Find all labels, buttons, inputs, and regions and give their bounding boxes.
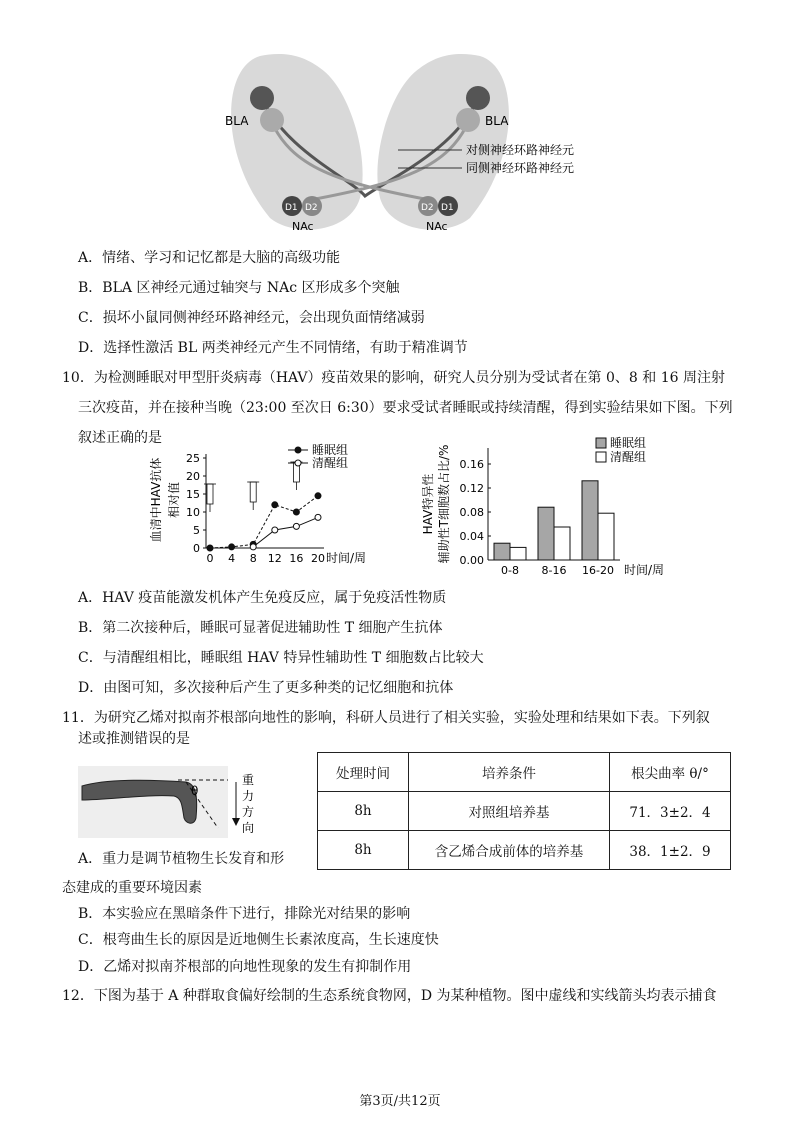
- q11-option-a-line2: 态建成的重要环境因素: [62, 880, 202, 896]
- table-row: [318, 831, 731, 870]
- bar: [554, 527, 570, 560]
- data-point: [250, 544, 256, 550]
- data-point: [315, 493, 321, 499]
- y-tick-label: 5: [193, 524, 200, 537]
- y-tick-label: 20: [186, 470, 200, 483]
- cell-condition: 含乙烯合成前体的培养基: [409, 831, 610, 870]
- data-point: [207, 545, 213, 551]
- table-row: [318, 792, 731, 831]
- x-axis-label: 时间/周: [624, 563, 665, 577]
- legend-label: 睡眠组: [312, 443, 349, 457]
- bla-neuron-light-left: [260, 108, 284, 132]
- x-tick-label: 16: [289, 552, 304, 565]
- bar: [510, 547, 526, 560]
- d1-left: D1: [285, 203, 298, 213]
- q10-stem-2: 三次疫苗，并在接种当晚（23:00 至次日 6:30）要求受试者睡眠或持续清醒，得到实验结果如下图。下列: [78, 400, 733, 416]
- legend-ipsi: 同侧神经环路神经元: [466, 161, 575, 175]
- x-tick-label: 0: [206, 552, 214, 565]
- cell-curvature: 71．3±2．4: [610, 792, 731, 831]
- root-gravitropism-figure: [78, 766, 318, 838]
- q11-option-a-line1: A．重力是调节植物生长发育和形: [78, 851, 285, 867]
- q10-option-c: C．与清醒组相比，睡眠组 HAV 特异性辅助性 T 细胞数占比较大: [78, 650, 484, 666]
- q11-option-c: C．根弯曲生长的原因是近地侧生长素浓度高，生长速度快: [78, 932, 439, 948]
- x-tick-label: 8: [249, 552, 257, 565]
- d2-right: D2: [421, 203, 434, 213]
- q11-stem-2: 述或推测错误的是: [78, 731, 190, 747]
- injection-syringe-icon: [247, 482, 259, 510]
- legend-swatch: [596, 452, 606, 462]
- legend-label: 睡眠组: [610, 436, 647, 450]
- injection-syringe-icon: [290, 462, 302, 490]
- x-tick-label: 12: [267, 552, 282, 565]
- label-bla-left: BLA: [225, 114, 249, 128]
- y-tick-label: 0.08: [459, 506, 484, 519]
- x-tick-label: 16-20: [582, 564, 614, 577]
- data-point: [293, 509, 299, 515]
- cell-curvature: 38．1±2．9: [610, 831, 731, 870]
- q10-option-d: D．由图可知，多次接种后产生了更多种类的记忆细胞和抗体: [78, 680, 454, 696]
- x-tick-label: 0-8: [501, 564, 519, 577]
- series-line-sleep: [210, 496, 318, 548]
- cell-condition: 对照组培养基: [409, 792, 610, 831]
- q10-stem-1: 10．为检测睡眠对甲型肝炎病毒（HAV）疫苗效果的影响，研究人员分别为受试者在第 0、8 和 16 周注射: [62, 370, 725, 386]
- q9-option-a: A．情绪、学习和记忆都是大脑的高级功能: [78, 250, 341, 266]
- q9-option-d: D．选择性激活 BL 两类神经元产生不同情绪，有助于精准调节: [78, 340, 468, 356]
- data-point: [272, 502, 278, 508]
- q12-stem-1: 12．下图为基于 A 种群取食偏好绘制的生态系统食物网，D 为某种植物。图中虚线和实线箭头均表示捕食: [62, 988, 717, 1004]
- label-nac-right: NAc: [426, 220, 448, 233]
- data-point: [315, 514, 321, 520]
- q11-stem-1: 11．为研究乙烯对拟南芥根部向地性的影响，科研人员进行了相关实验，实验处理和结果如下表。下列叙: [62, 710, 710, 726]
- cell-time: 8h: [318, 831, 409, 870]
- y-tick-label: 25: [186, 452, 200, 465]
- antibody-line-chart: [140, 440, 380, 590]
- bar: [582, 481, 598, 560]
- series-line-awake: [253, 517, 318, 547]
- bla-neuron-dark-left: [250, 86, 274, 110]
- bar: [598, 513, 614, 560]
- gravity-char-2: 力: [242, 789, 255, 803]
- q10-option-b: B．第二次接种后，睡眠可显著促进辅助性 T 细胞产生抗体: [78, 620, 443, 636]
- y-tick-label: 0.16: [459, 458, 484, 471]
- y-tick-label: 15: [186, 488, 200, 501]
- q9-option-b: B．BLA 区神经元通过轴突与 NAc 区形成多个突触: [78, 280, 400, 296]
- legend-contra: 对侧神经环路神经元: [466, 143, 575, 157]
- y-tick-label: 0.12: [459, 482, 484, 495]
- bar: [494, 543, 510, 560]
- brain-circuit-figure: [200, 48, 620, 238]
- th-time: 处理时间: [318, 753, 409, 792]
- gravity-char-1: 重: [242, 773, 255, 787]
- th-condition: 培养条件: [409, 753, 610, 792]
- y-tick-label: 0: [193, 542, 200, 555]
- q11-option-d: D．乙烯对拟南芥根部的向地性现象的发生有抑制作用: [78, 959, 412, 975]
- tcell-bar-chart: [420, 432, 670, 592]
- legend-swatch: [596, 438, 606, 448]
- x-tick-label: 8-16: [541, 564, 567, 577]
- q10-stem-3: 叙述正确的是: [78, 430, 162, 446]
- q9-option-c: C．损坏小鼠同侧神经环路神经元，会出现负面情绪减弱: [78, 310, 425, 326]
- y-axis-label-2: 相对值: [167, 481, 181, 519]
- th-curvature: 根尖曲率 θ/°: [610, 753, 731, 792]
- bar: [538, 507, 554, 560]
- theta-label: θ: [191, 784, 199, 798]
- y-axis-label-1: 血清中HAV抗体: [149, 457, 163, 543]
- y-tick-label: 10: [186, 506, 200, 519]
- legend-label: 清醒组: [610, 450, 647, 464]
- q11-option-b: B．本实验应在黑暗条件下进行，排除光对结果的影响: [78, 906, 411, 922]
- label-bla-right: BLA: [485, 114, 509, 128]
- y-tick-label: 0.00: [459, 554, 484, 567]
- legend-label: 清醒组: [312, 456, 349, 470]
- x-axis-label: 时间/周: [326, 551, 367, 565]
- q11-results-table: [317, 752, 731, 870]
- page-footer: 第3页/共12页: [359, 1094, 441, 1109]
- y-axis-label-1: HAV特异性: [421, 473, 435, 535]
- bla-neuron-dark-right: [466, 86, 490, 110]
- bla-neuron-light-right: [456, 108, 480, 132]
- cell-time: 8h: [318, 792, 409, 831]
- data-point: [272, 527, 278, 533]
- legend-marker: [295, 447, 301, 453]
- d2-left: D2: [305, 203, 318, 213]
- q10-option-a: A．HAV 疫苗能激发机体产生免疫反应，属于免疫活性物质: [78, 590, 447, 606]
- y-axis-label-2: 辅助性T细胞数占比/%: [437, 444, 451, 564]
- x-tick-label: 20: [311, 552, 325, 565]
- x-tick-label: 4: [228, 552, 236, 565]
- gravity-char-3: 方: [242, 805, 255, 819]
- label-nac-left: NAc: [292, 220, 314, 233]
- data-point: [293, 523, 299, 529]
- legend-marker: [295, 460, 301, 466]
- gravity-char-4: 向: [242, 821, 255, 835]
- d1-right: D1: [441, 203, 454, 213]
- y-tick-label: 0.04: [459, 530, 484, 543]
- table-header-row: [318, 753, 731, 792]
- data-point: [229, 544, 235, 550]
